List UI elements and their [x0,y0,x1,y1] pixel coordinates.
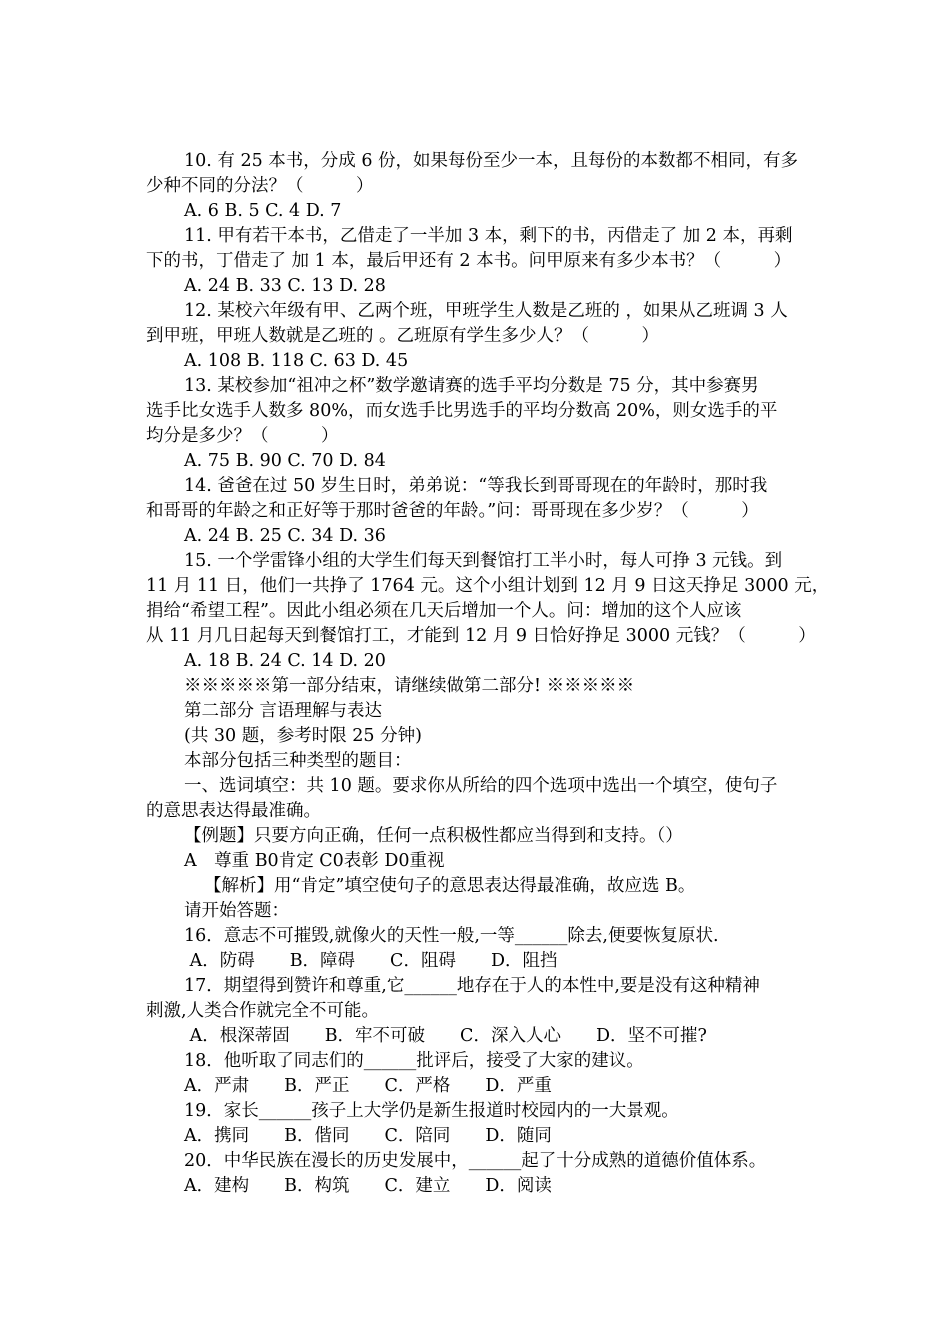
q15-line-2: 11 月 11 日，他们一共挣了 1764 元。这个小组计划到 12 月 9 日这天挣足 3000 元， [146,576,830,596]
q15-options: A. 18 B. 24 C. 14 D. 20 [184,651,386,671]
q10-line-1: 10. 有 25 本书，分成 6 份，如果每份至少一本，且每份的本数都不相同，有多 [184,151,799,171]
q13-options: A. 75 B. 90 C. 70 D. 84 [184,451,386,471]
example-question: 【例题】只要方向正确，任何一点积极性都应当得到和支持。（） [184,826,683,846]
q14-options: A. 24 B. 25 C. 34 D. 36 [184,526,386,546]
q12-line-2: 到甲班，甲班人数就是乙班的 。乙班原有学生多少人？（ ） [146,326,660,346]
q19-options: A．携同 B．偕同 C．陪同 D．随同 [184,1126,552,1146]
q10-options: A. 6 B. 5 C. 4 D. 7 [184,201,342,221]
q18-line-1: 18．他听取了同志们的______批评后，接受了大家的建议。 [184,1051,644,1071]
q11-options: A. 24 B. 33 C. 13 D. 28 [184,276,386,296]
q13-line-1: 13. 某校参加“祖冲之杯”数学邀请赛的选手平均分数是 75 分，其中参赛男 [184,376,759,396]
q11-line-2: 下的书，丁借走了 加 1 本，最后甲还有 2 本书。问甲原来有多少本书？（ ） [146,251,792,271]
q10-line-2: 少种不同的分法？（ ） [146,176,374,196]
q12-options: A. 108 B. 118 C. 63 D. 45 [184,351,409,371]
document-page [146,149,830,1199]
q17-line-1: 17．期望得到赞许和尊重,它______地存在于人的本性中,要是没有这种精神 [184,976,760,996]
q15-line-4: 从 11 月几日起每天到餐馆打工，才能到 12 月 9 日恰好挣足 3000 元钱？（ ） [146,626,816,646]
q13-line-2: 选手比女选手人数多 80%，而女选手比男选手的平均分数高 20%，则女选手的平 [146,401,778,421]
example-analysis: 【解析】用“肯定”填空使句子的意思表达得最准确，故应选 B。 [204,876,696,896]
q17-options: A．根深蒂固 B．牢不可破 C．深入人心 D．坚不可摧? [184,1026,707,1046]
part-two-intro: 本部分包括三种类型的题目： [184,751,412,771]
section-one-desc-1: 一、选词填空：共 10 题。要求你从所给的四个选项中选出一个填空，使句子 [184,776,778,796]
q15-line-1: 15. 一个学雷锋小组的大学生们每天到餐馆打工半小时，每人可挣 3 元钱。到 [184,551,783,571]
q20-line-1: 20．中华民族在漫长的历史发展中，______起了十分成熟的道德价值体系。 [184,1151,767,1171]
part-two-title: 第二部分 言语理解与表达 [184,701,383,721]
q13-line-3: 均分是多少？（ ） [146,426,339,446]
q18-options: A．严肃 B．严正 C．严格 D．严重 [184,1076,552,1096]
q16-line-1: 16．意志不可摧毁,就像火的天性一般,一等______除去,便要恢复原状. [184,926,719,946]
q15-line-3: 捐给“希望工程”。因此小组必须在几天后增加一个人。问：增加的这个人应该 [146,601,742,621]
q20-options: A．建构 B．构筑 C．建立 D．阅读 [184,1176,552,1196]
part-two-subtitle: (共 30 题，参考时限 25 分钟) [184,726,422,746]
q17-line-2: 刺激,人类合作就完全不可能。 [146,1001,380,1021]
section-one-desc-2: 的意思表达得最准确。 [146,801,321,821]
start-prompt: 请开始答题： [184,901,289,921]
example-options: A 尊重 B0肯定 C0表彰 D0重视 [184,851,445,871]
section-divider: ※※※※※第一部分结束，请继续做第二部分! ※※※※※ [184,676,635,696]
q12-line-1: 12. 某校六年级有甲、乙两个班，甲班学生人数是乙班的 ，如果从乙班调 3 人 [184,301,788,321]
q16-options: A．防碍 B．障碍 C．阻碍 D．阻挡 [184,951,558,971]
q14-line-1: 14. 爸爸在过 50 岁生日时，弟弟说：“等我长到哥哥现在的年龄时，那时我 [184,476,768,496]
q19-line-1: 19．家长______孩子上大学仍是新生报道时校园内的一大景观。 [184,1101,679,1121]
q11-line-1: 11. 甲有若干本书，乙借走了一半加 3 本，剩下的书，丙借走了 加 2 本，再剩 [184,226,793,246]
q14-line-2: 和哥哥的年龄之和正好等于那时爸爸的年龄。”问：哥哥现在多少岁？（ ） [146,501,759,521]
